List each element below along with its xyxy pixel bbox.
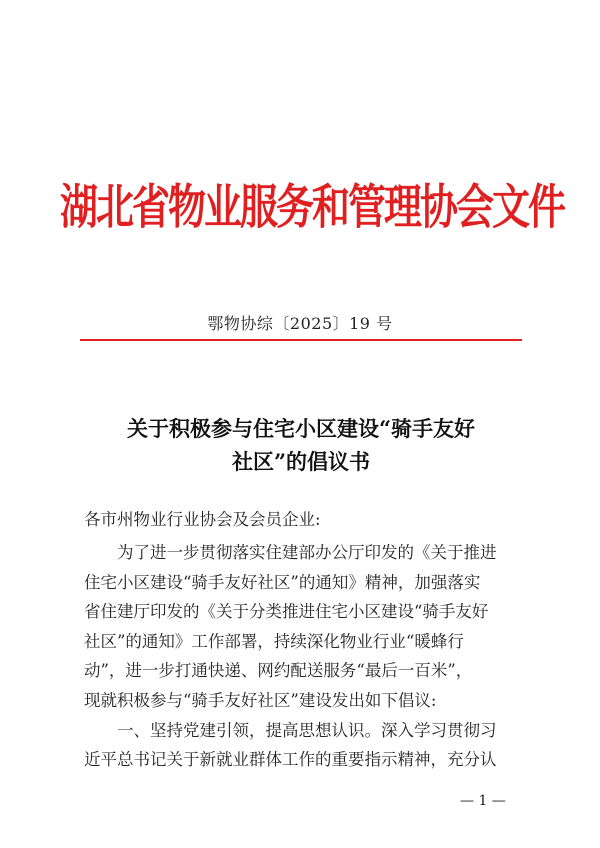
body-line: 为了进一步贯彻落实住建部办公厅印发的《关于推进 <box>117 543 497 562</box>
body-line: 现就积极参与“骑手友好社区”建设发出如下倡议: <box>84 690 437 710</box>
page-number: — 1 — <box>460 793 506 809</box>
salutation: 各市州物业行业协会及会员企业: <box>84 510 321 529</box>
document-number: 鄂物协综〔2025〕19 号 <box>207 314 393 333</box>
document-title-line-2: 社区”的倡议书 <box>231 449 371 474</box>
masthead-title: 湖北省物业服务和管理协会文件 <box>60 179 565 235</box>
body-line: 动”，进一步打通快递、网约配送服务“最后一百米”， <box>84 661 473 681</box>
document-title-line-1: 关于积极参与住宅小区建设“骑手友好 <box>126 416 476 441</box>
body-text <box>84 538 520 775</box>
body-line-section-heading: 一、坚持党建引领，提高思想认识。深入学习贯彻习 <box>117 720 497 740</box>
body-line: 省住建厅印发的《关于分类推进住宅小区建设“骑手友好 <box>84 602 489 622</box>
red-divider-line <box>80 339 522 341</box>
document-title <box>80 412 522 478</box>
body-line: 住宅小区建设“骑手友好社区”的通知》精神，加强落实 <box>84 572 481 592</box>
body-line: 近平总书记关于新就业群体工作的重要指示精神，充分认 <box>84 750 497 770</box>
body-line: 社区”的通知》工作部署，持续深化物业行业“暖蜂行 <box>84 631 464 651</box>
